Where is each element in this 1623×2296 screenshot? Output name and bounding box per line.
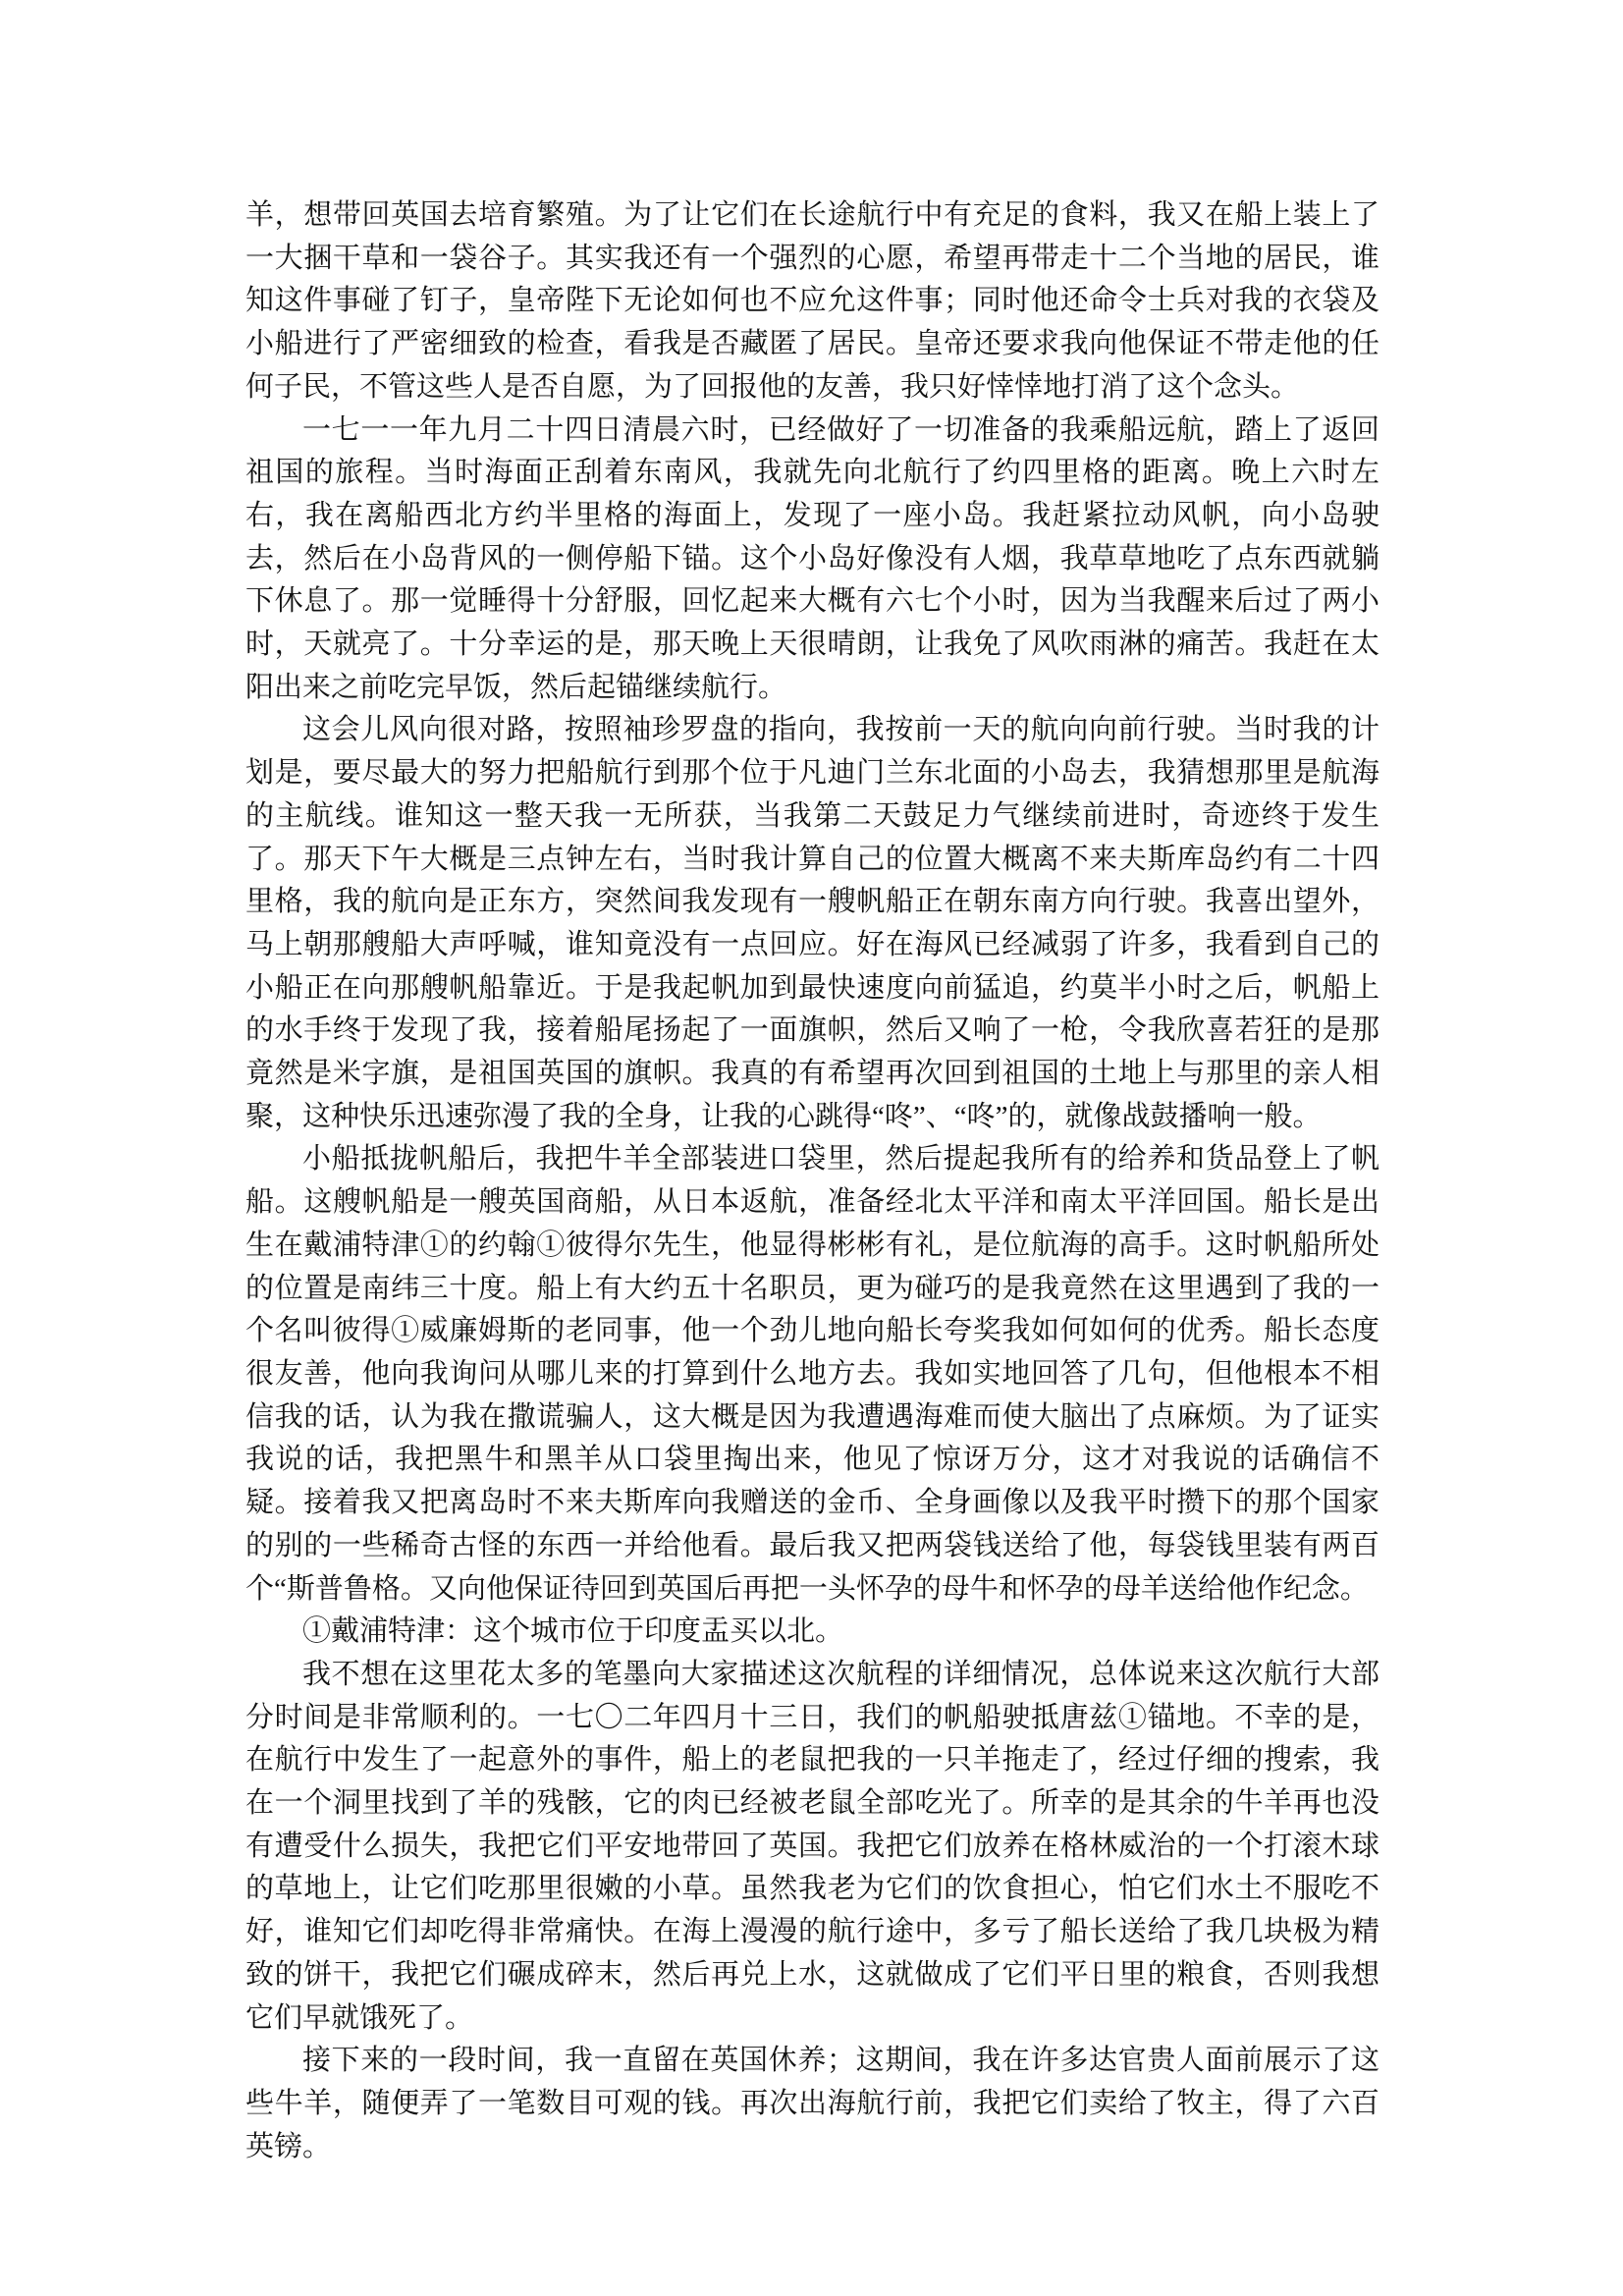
paragraph-sighting-ship: 这会儿风向很对路，按照袖珍罗盘的指向，我按前一天的航向向前行驶。当时我的计划是，要尽最大的努力把船航行到那个位于凡迪门兰东北面的小岛去，我猜想那里是航海的主航线。谁知这一整天我一无所获，当我第二天鼓足力气继续前进时，奇迹终于发生了。那天下午大概是三点钟左右，当时我计算自己的位置大概离不来夫斯库岛约有二十四里格，我的航向是正东方，突然间我发现有一艘帆船正在朝东南方向行驶。我喜出望外，马上朝那艘船大声呼喊，谁知竟没有一点回应。好在海风已经减弱了许多，我看到自己的小船正在向那艘帆船靠近。于是我起帆加到最快速度向前猛追，约莫半小时之后，帆船上的水手终于发现了我，接着船尾扬起了一面旗帜，然后又响了一枪，令我欣喜若狂的是那竟然是米字旗，是祖国英国的旗帜。我真的有希望再次回到祖国的土地上与那里的亲人相聚，这种快乐迅速弥漫了我的全身，让我的心跳得“咚”、“咚”的，就像战鼓播响一般。 (245, 714, 1380, 1132)
paragraph-boarding-ship: 小船抵拢帆船后，我把牛羊全部装进口袋里，然后提起我所有的给养和货品登上了帆船。这艘帆船是一艘英国商船，从日本返航，准备经北太平洋和南太平洋回国。船长是出生在戴浦特津①的约翰①彼得尔先生，他显得彬彬有礼，是位航海的高手。这时帆船所处的位置是南纬三十度。船上有大约五十名职员，更为碰巧的是我竟然在这里遇到了我的一个名叫彼得①威廉姆斯的老同事，他一个劲儿地向船长夸奖我如何如何的优秀。船长态度很友善，他向我询问从哪儿来的打算到什么地方去。我如实地回答了几句，但他根本不相信我的话，认为我在撒谎骗人，这大概是因为我遭遇海难而使大脑出了点麻烦。为了证实我说的话，我把黑牛和黑羊从口袋里掏出来，他见了惊讶万分，这才对我说的话确信不疑。接着我又把离岛时不来夫斯库向我赠送的金币、全身画像以及我平时攒下的那个国家的别的一些稀奇古怪的东西一并给他看。最后我又把两袋钱送给了他，每袋钱里装有两百个“斯普鲁格。又向他保证待回到英国后再把一头怀孕的母牛和怀孕的母羊送给他作纪念。 (245, 1143, 1380, 1605)
paragraph-footnote: ①戴浦特津：这个城市位于印度盂买以北。 (302, 1615, 844, 1648)
paragraph-departure: 一七一一年九月二十四日清晨六时，已经做好了一切准备的我乘船远航，踏上了返回祖国的旅程。当时海面正刮着东南风，我就先向北航行了约四里格的距离。晚上六时左右，我在离船西北方约半里格的海面上，发现了一座小岛。我赶紧拉动风帆，向小岛驶去，然后在小岛背风的一侧停船下锚。这个小岛好像没有人烟，我草草地吃了点东西就躺下休息了。那一觉睡得十分舒服，回忆起来大概有六七个小时，因为当我醒来后过了两小时，天就亮了。十分幸运的是，那天晚上天很晴朗，让我免了风吹雨淋的痛苦。我赶在太阳出来之前吃完早饭，然后起锚继续航行。 (245, 413, 1380, 703)
paragraph-rest-in-england: 接下来的一段时间，我一直留在英国休养；这期间，我在许多达官贵人面前展示了这些牛羊，随便弄了一笔数目可观的钱。再次出海航行前，我把它们卖给了牧主，得了六百英镑。 (245, 2045, 1380, 2162)
paragraph-continuation: 羊，想带回英国去培育繁殖。为了让它们在长途航行中有充足的食料，我又在船上装上了一大捆干草和一袋谷子。其实我还有一个强烈的心愿，希望再带走十二个当地的居民，谁知这件事碰了钉子，皇帝陛下无论如何也不应允这件事；同时他还命令士兵对我的衣袋及小船进行了严密细致的检查，看我是否藏匿了居民。皇帝还要求我向他保证不带走他的任何子民，不管这些人是否自愿，为了回报他的友善，我只好悻悻地打消了这个念头。 (245, 199, 1380, 403)
paragraph-voyage-home: 我不想在这里花太多的笔墨向大家描述这次航程的详细情况，总体说来这次航行大部分时间是非常顺利的。一七〇二年四月十三日，我们的帆船驶抵唐兹①锚地。不幸的是，在航行中发生了一起意外的事件，船上的老鼠把我的一只羊拖走了，经过仔细的搜索，我在一个洞里找到了羊的残骸，它的肉已经被老鼠全部吃光了。所幸的是其余的牛羊再也没有遭受什么损失，我把它们平安地带回了英国。我把它们放养在格林威治的一个打滚木球的草地上，让它们吃那里很嫩的小草。虽然我老为它们的饮食担心，怕它们水土不服吃不好，谁知它们却吃得非常痛快。在海上漫漫的航行途中，多亏了船长送给了我几块极为精致的饼干，我把它们碾成碎末，然后再兑上水，这就做成了它们平日里的粮食，否则我想它们早就饿死了。 (245, 1658, 1380, 2034)
text-block (245, 194, 1380, 2168)
